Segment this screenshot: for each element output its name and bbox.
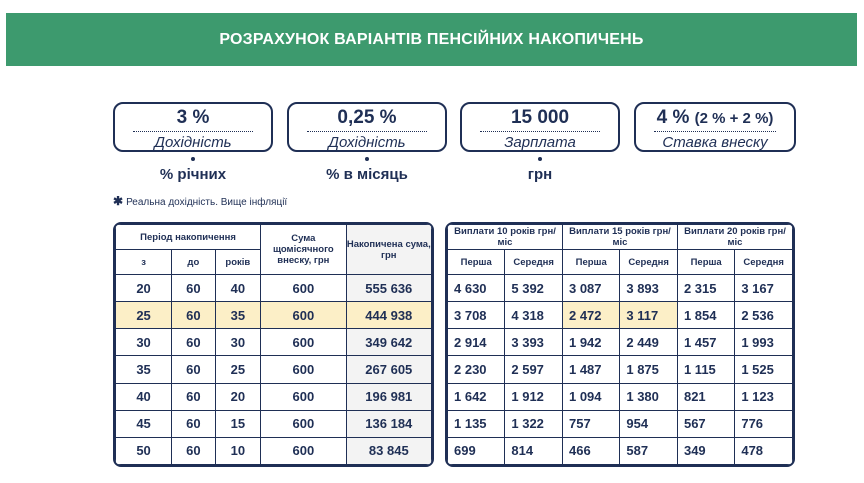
card-value: 15 000	[510, 107, 570, 128]
table-cell: 60	[172, 356, 215, 383]
table-cell: 2 472	[562, 302, 619, 329]
table-cell: 3 708	[448, 302, 505, 329]
from-header: з	[116, 250, 172, 275]
table-cell: 20	[116, 275, 172, 302]
table-row	[448, 383, 793, 410]
table-row	[448, 329, 793, 356]
first-header: Перша	[562, 250, 619, 275]
table-cell: 267 605	[346, 356, 431, 383]
table-cell: 600	[261, 410, 346, 437]
table-cell: 954	[620, 410, 678, 437]
contribution-header: Сума щомісячного внеску, грн	[261, 225, 346, 275]
table-cell: 1 854	[677, 302, 734, 329]
table-cell: 20	[215, 383, 261, 410]
table-cell: 35	[116, 356, 172, 383]
table-cell: 4 318	[505, 302, 563, 329]
bullet-icon	[191, 157, 195, 161]
payouts-table	[445, 222, 795, 467]
table-cell: 2 315	[677, 275, 734, 302]
card-label: Ставка внеску	[662, 134, 768, 151]
table-cell: 40	[116, 383, 172, 410]
yield-annual-card	[113, 102, 273, 152]
table-row	[116, 329, 432, 356]
unit-salary: грн	[460, 157, 620, 183]
table-cell: 600	[261, 329, 346, 356]
table-cell: 478	[735, 437, 793, 464]
table-cell: 776	[735, 410, 793, 437]
table-cell: 349 642	[346, 329, 431, 356]
table-cell: 1 525	[735, 356, 793, 383]
table-cell: 600	[261, 383, 346, 410]
unit-monthly: % в місяць	[287, 157, 447, 183]
table-cell: 15	[215, 410, 261, 437]
accumulated-header: Накопичена сума, грн	[346, 225, 431, 275]
average-header: Середня	[620, 250, 678, 275]
table-cell: 136 184	[346, 410, 431, 437]
card-label: Зарплата	[504, 134, 576, 151]
table-cell: 60	[172, 302, 215, 329]
table-cell: 2 597	[505, 356, 563, 383]
table-cell: 40	[215, 275, 261, 302]
table-cell: 60	[172, 410, 215, 437]
table-cell: 3 393	[505, 329, 563, 356]
table-cell: 587	[620, 437, 678, 464]
card-value: 4 %	[656, 107, 690, 128]
payout-15-header: Виплати 15 років грн/міс	[562, 225, 677, 250]
table-row	[116, 383, 432, 410]
asterisk-icon: ✱	[113, 194, 124, 208]
table-row	[448, 410, 793, 437]
page-title: РОЗРАХУНОК ВАРІАНТІВ ПЕНСІЙНИХ НАКОПИЧЕНЬ	[6, 13, 857, 66]
table-row	[116, 437, 432, 464]
table-cell: 1 380	[620, 383, 678, 410]
card-value: 3 %	[176, 107, 210, 128]
table-cell: 1 123	[735, 383, 793, 410]
table-cell: 2 449	[620, 329, 678, 356]
table-cell: 3 893	[620, 275, 678, 302]
table-cell: 600	[261, 437, 346, 464]
card-label: Дохідність	[154, 134, 232, 151]
salary-card	[460, 102, 620, 152]
table-cell: 600	[261, 356, 346, 383]
table-cell: 757	[562, 410, 619, 437]
years-header: років	[215, 250, 261, 275]
table-cell: 60	[172, 275, 215, 302]
card-value-extra: (2 % + 2 %)	[694, 110, 774, 127]
table-cell: 60	[172, 329, 215, 356]
table-cell: 1 993	[735, 329, 793, 356]
contribution-rate-card	[634, 102, 796, 152]
table-cell: 1 642	[448, 383, 505, 410]
table-cell: 1 322	[505, 410, 563, 437]
table-cell: 2 536	[735, 302, 793, 329]
first-header: Перша	[448, 250, 505, 275]
table-cell: 555 636	[346, 275, 431, 302]
table-cell: 60	[172, 383, 215, 410]
table-cell: 466	[562, 437, 619, 464]
table-cell: 35	[215, 302, 261, 329]
footnote: ✱ Реальна дохідність. Вище інфляції	[113, 194, 288, 208]
table-cell: 444 938	[346, 302, 431, 329]
card-label: Дохідність	[328, 134, 406, 151]
yield-monthly-card	[287, 102, 447, 152]
table-cell: 2 230	[448, 356, 505, 383]
table-row-highlighted	[116, 302, 432, 329]
payout-10-header: Виплати 10 років грн/міс	[448, 225, 563, 250]
first-header: Перша	[677, 250, 734, 275]
table-cell: 1 115	[677, 356, 734, 383]
table-cell: 1 094	[562, 383, 619, 410]
average-header: Середня	[735, 250, 793, 275]
table-row	[116, 356, 432, 383]
table-row	[116, 410, 432, 437]
table-cell: 196 981	[346, 383, 431, 410]
table-cell: 25	[215, 356, 261, 383]
table-cell: 10	[215, 437, 261, 464]
table-cell: 1 135	[448, 410, 505, 437]
table-cell: 3 117	[620, 302, 678, 329]
table-cell: 567	[677, 410, 734, 437]
table-cell: 1 912	[505, 383, 563, 410]
period-header: Період накопичення	[116, 225, 261, 250]
table-cell: 1 487	[562, 356, 619, 383]
payout-20-header: Виплати 20 років грн/міс	[677, 225, 792, 250]
table-cell: 25	[116, 302, 172, 329]
table-row	[448, 356, 793, 383]
table-cell: 45	[116, 410, 172, 437]
table-cell: 600	[261, 302, 346, 329]
table-cell: 83 845	[346, 437, 431, 464]
table-cell: 30	[215, 329, 261, 356]
table-cell: 699	[448, 437, 505, 464]
table-cell: 821	[677, 383, 734, 410]
table-cell: 349	[677, 437, 734, 464]
accumulation-table	[113, 222, 434, 467]
average-header: Середня	[505, 250, 563, 275]
table-cell: 3 167	[735, 275, 793, 302]
unit-annual: % річних	[113, 157, 273, 183]
bullet-icon	[365, 157, 369, 161]
table-cell: 60	[172, 437, 215, 464]
table-cell: 50	[116, 437, 172, 464]
table-cell: 3 087	[562, 275, 619, 302]
table-cell: 5 392	[505, 275, 563, 302]
table-row	[448, 437, 793, 464]
table-cell: 1 875	[620, 356, 678, 383]
bullet-icon	[538, 157, 542, 161]
table-cell: 2 914	[448, 329, 505, 356]
table-row	[448, 275, 793, 302]
table-cell: 600	[261, 275, 346, 302]
card-value: 0,25 %	[337, 107, 397, 128]
table-cell: 1 942	[562, 329, 619, 356]
table-cell: 814	[505, 437, 563, 464]
table-row	[116, 275, 432, 302]
table-cell: 4 630	[448, 275, 505, 302]
table-cell: 30	[116, 329, 172, 356]
table-cell: 1 457	[677, 329, 734, 356]
table-row	[448, 302, 793, 329]
to-header: до	[172, 250, 215, 275]
